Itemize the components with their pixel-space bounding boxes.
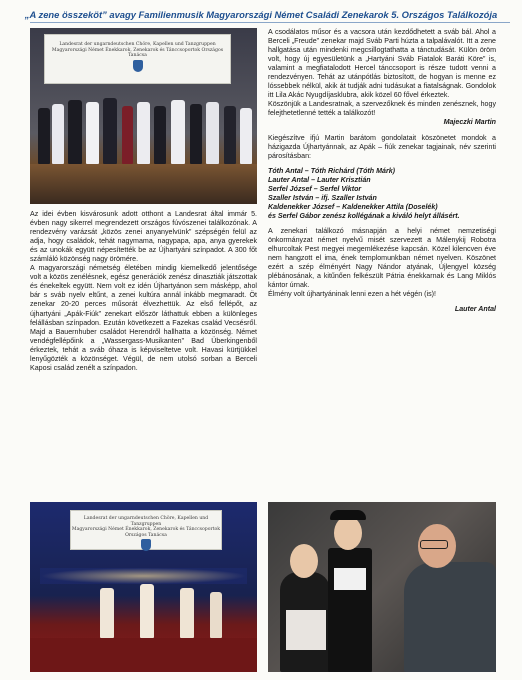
photo-stage-performance (30, 502, 257, 672)
performer-figure (180, 588, 194, 638)
performer-figure (171, 100, 185, 164)
right-paragraph-2: Köszönjük a Landesratnak, a szervezőknek és minden zenésznek, hogy felejthetetlenné tették a találkozót! (268, 100, 496, 118)
article-title: „A zene összeköt” avagy Familienmusik Magyarországi Német Családi Zenekarok 5. Országos Találkozója (24, 9, 498, 20)
pair-5: Kaldenekker József – Kaldenekker Attila (Doselék) (268, 202, 438, 211)
young-man-head (334, 516, 362, 550)
blouse (286, 610, 326, 650)
stage-banner-text: Landesrat der ungarndeutschen Chöre, Kapellen und Tanzgruppen Magyarországi Német Énekkarok, Zenekarok és Tánccsoportok Országos Tanácsa (51, 42, 224, 59)
pair-3: Serfel József – Serfel Viktor (268, 184, 362, 193)
performer-figure (140, 584, 154, 638)
right-paragraph-4: A zenekari találkozó másnapján a helyi német nemzetiségi önkormányzat német nyelvű misét szervezett a Málenykij Robotra elhurcoltak Pest megyei megemlékezése kapcsán. Közel kilencven éve nem hangzott el ima, ének templomunkban német nyelven. Köszönet ezért a szép élményért Nagy Nándor atyának, Újlengyel község plébánosának, a kitűnően felkészült Pátria énekkarnak és Lang Miklós kántor úrnak. (268, 226, 496, 290)
pair-6: és Serfel Gábor zenész kollégának a kiváló helyt állásért. (268, 211, 460, 220)
pair-4: Szaller István – ifj. Szaller István (268, 193, 377, 202)
signature-lauter: Lauter Antal (454, 305, 496, 314)
stage-banner-2-text: Landesrat der ungarndeutschen Chöre, Kapellen und Tanzgruppen Magyarországi Német Énekkarok, Zenekarok és Tánccsoportok Országos Tanácsa (71, 516, 221, 538)
pair-1: Tóth Antal – Tóth Richárd (Tóth Márk) (268, 166, 396, 175)
shirt (334, 568, 366, 590)
right-paragraph-1: A csodálatos műsor és a vacsora után kezdődhetett a sváb bál. Ahol a Berceli „Freude” zenekar majd Sváb Parti húzta a talpalávalót. Itt a zene hallgatása után mindenki megcsillogtathatta a tánctudását. Külön öröm volt, hogy új egyesületünk a „Hartyáni Sváb Fiatalok Baráti Köre” is, valamint a megfiatalodott Hercel tánccsoport is része tudott venni a rendezvényen. Tehát az utánpótlás biztosított, de hogyan is menne ez lóssebbek nélkül, akik át tudják adni tudásukat a fiatalságnak. Gondolok itt Lila Akác Nyugdíjasklubra, akik közel 60 fővel érkeztek. (268, 28, 496, 100)
pair-2: Lauter Antal – Lauter Krisztián (268, 175, 371, 184)
performer-figure (38, 108, 50, 164)
hat (330, 510, 366, 520)
young-man-figure (328, 548, 372, 672)
right-paragraph-3: Kiegészítve ifjú Martin barátom gondolatait köszönetet mondok a házigazda Újhartyánnak, az Apák – fiúk zenekar tagjainak, név szerinti párosításban: (268, 133, 496, 160)
right-paragraph-5: Élmény volt újhartyáninak lenni ezen a hét végén (is)! (268, 290, 436, 299)
left-column (30, 210, 257, 373)
performer-figure (122, 106, 133, 164)
performer-figure (52, 104, 64, 164)
older-man-figure (404, 562, 496, 672)
left-paragraph-2: A magyarországi németség életében mindig kiemelkedő jelentősége volt a közös zenélésnek, egész generációk zenész dinasztiák játszottak és énekeltek együtt. Nem volt ez idén Újhartyánon sem másképp, ahol bár s sváb nyelv eltűnt, a zenei kultúra annál inkább megmaradt. Öt zenekar 20-20 perces műsorát élvezhettük. Az első fellépőt, az újhartyáni „Apák-Fiúk” zenekart először láthattuk ebben a különleges felállásban színpadon. Ezután következett a Fazekas család Vecsésről. Majd a Bauernhuber családot Herendről hallhatta a közönség. Német vendégfellépőink a „Wassergass-Musikanten” Bad Überkingenből érkeztek, tehát a sváb óhaza is képviseltetve volt. Havasi kürtjükkel lenyűgözték a közönséget. Végül, de nem utolsó sorban a Berceli Kaposi család zenélt a színpadon. (30, 264, 257, 372)
performer-figure (206, 102, 219, 164)
right-column (268, 28, 496, 314)
stage-banner-2 (70, 510, 222, 550)
stage-lights (40, 568, 247, 584)
performer-figure (210, 592, 222, 638)
title-divider (30, 22, 510, 23)
performer-figure (137, 102, 150, 164)
stage-banner (44, 34, 231, 84)
left-paragraph-1: Az idei évben kisvárosunk adott otthont a Landesrat által immár 5. évben nagy sikerrel megrendezett országos fúvószenei találkozónak. A rendezvény varázsát „közös zenei anyanyelvünk” szépségén felül az adja, hogy családok, tehát nagymama, nagypapa, apa, anya gyerekek és az unokák együtt népesítették be az Újhartyáni színpadot. A 300 főt számláló közönség nagy örömére. (30, 210, 257, 264)
performer-figure (100, 588, 114, 638)
performer-figure (224, 106, 236, 164)
stage-floor (30, 638, 257, 672)
performer-figure (190, 104, 202, 164)
performer-figure (103, 98, 117, 164)
photo-guests (268, 502, 496, 672)
glasses-icon (420, 540, 448, 549)
performer-figure (240, 108, 252, 164)
performer-figure (86, 102, 99, 164)
performer-figure (154, 106, 166, 164)
stage-floor (30, 164, 257, 204)
photo-stage-group (30, 28, 257, 204)
signature-majeczki: Majeczki Martin (443, 118, 496, 127)
performer-figure (68, 100, 82, 164)
woman-head (290, 544, 318, 578)
banner-crest-icon (133, 60, 143, 72)
banner-crest-icon (141, 539, 151, 551)
